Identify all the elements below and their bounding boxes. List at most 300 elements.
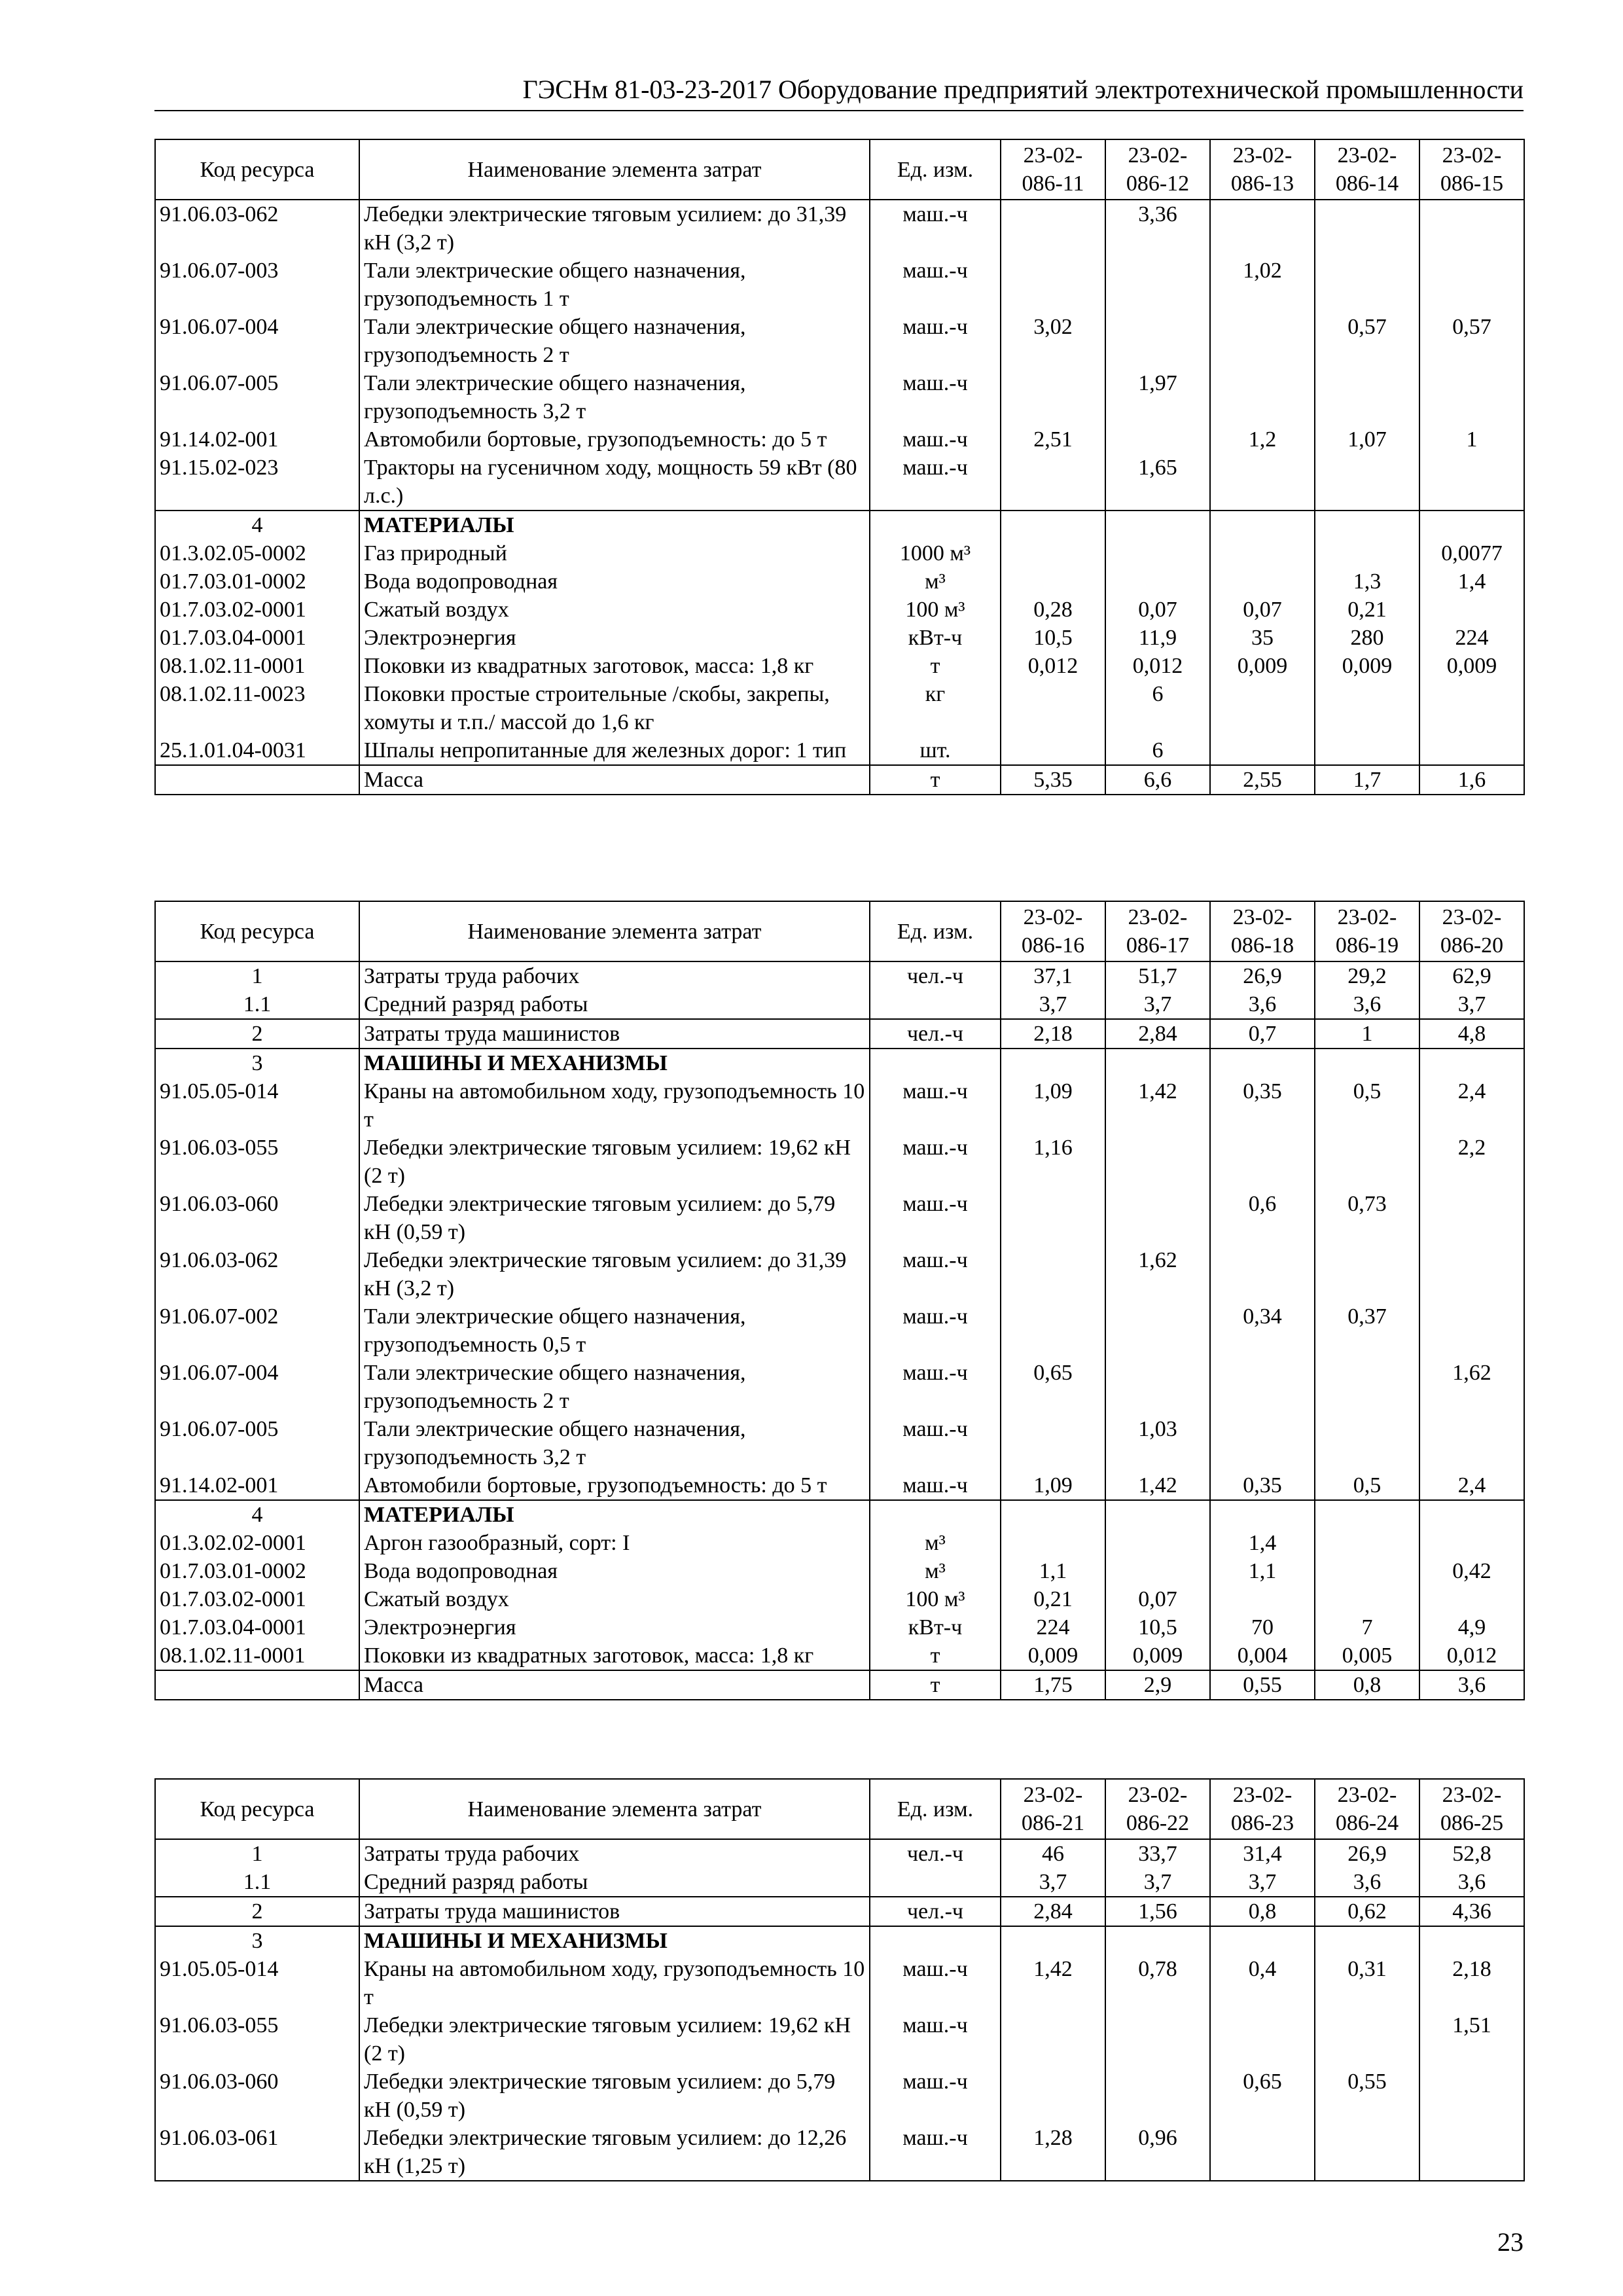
norm-value: 4,8 — [1419, 1019, 1524, 1049]
table-row — [155, 1955, 1524, 2011]
unit: маш.-ч — [870, 369, 1001, 425]
norm-value: 5,35 — [1001, 765, 1105, 795]
norm-value — [1419, 1500, 1524, 1529]
cost-element-name: Вода водопроводная — [359, 1557, 870, 1585]
norm-value — [1419, 680, 1524, 736]
norm-value: 3,7 — [1419, 990, 1524, 1019]
norm-value: 6 — [1105, 680, 1210, 736]
norm-value: 37,1 — [1001, 961, 1105, 990]
norm-value: 10,5 — [1001, 624, 1105, 652]
header-cost-element: Наименование элемента затрат — [359, 139, 870, 200]
unit — [870, 990, 1001, 1019]
norm-value: 46 — [1001, 1839, 1105, 1868]
cost-element-name: Сжатый воздух — [359, 596, 870, 624]
unit: маш.-ч — [870, 200, 1001, 257]
norm-value: 0,55 — [1315, 2068, 1419, 2124]
norm-value — [1001, 1926, 1105, 1955]
cost-element-name: Лебедки электрические тяговым усилием: 19,62 кН (2 т) — [359, 2011, 870, 2068]
unit: маш.-ч — [870, 1134, 1001, 1190]
norm-value: 0,57 — [1419, 313, 1524, 369]
norm-value: 1,42 — [1001, 1955, 1105, 2011]
norm-value — [1105, 511, 1210, 539]
norm-value — [1001, 736, 1105, 765]
norm-value — [1315, 1926, 1419, 1955]
norm-value: 3,6 — [1315, 1868, 1419, 1897]
resource-code: 1 — [155, 1839, 359, 1868]
header-norm-code: 23-02-086-13 — [1210, 139, 1315, 200]
norm-value: 2,4 — [1419, 1471, 1524, 1500]
norm-value — [1419, 454, 1524, 511]
norm-value: 4,9 — [1419, 1613, 1524, 1641]
resource-code: 91.06.07-003 — [155, 257, 359, 313]
norm-value: 3,02 — [1001, 313, 1105, 369]
resource-code: 91.06.03-055 — [155, 1134, 359, 1190]
header-norm-code: 23-02-086-17 — [1105, 901, 1210, 961]
norm-value — [1315, 257, 1419, 313]
resource-table-2 — [154, 901, 1525, 1700]
norm-value: 0,07 — [1105, 1585, 1210, 1613]
resource-code: 2 — [155, 1019, 359, 1049]
norm-value — [1315, 200, 1419, 257]
cost-element-name: Масса — [359, 765, 870, 795]
norm-value — [1419, 511, 1524, 539]
table-row — [155, 1246, 1524, 1302]
unit: 1000 м³ — [870, 539, 1001, 567]
norm-value: 0,009 — [1210, 652, 1315, 680]
norm-value: 0,07 — [1210, 596, 1315, 624]
norm-value: 0,73 — [1315, 1190, 1419, 1246]
resource-code: 4 — [155, 1500, 359, 1529]
norm-value: 1,62 — [1105, 1246, 1210, 1302]
norm-value — [1315, 369, 1419, 425]
unit: чел.-ч — [870, 1839, 1001, 1868]
table-row — [155, 1302, 1524, 1359]
header-unit: Ед. изм. — [870, 1779, 1001, 1839]
unit: маш.-ч — [870, 454, 1001, 511]
cost-element-name: Поковки из квадратных заготовок, масса: 1,8 кг — [359, 1641, 870, 1670]
resource-code: 91.06.03-061 — [155, 2124, 359, 2181]
page-header — [154, 73, 1524, 111]
norm-value — [1105, 2011, 1210, 2068]
norm-value — [1419, 369, 1524, 425]
norm-value — [1210, 2011, 1315, 2068]
table-row — [155, 1897, 1524, 1926]
resource-table-3 — [154, 1778, 1525, 2181]
norm-value: 0,65 — [1210, 2068, 1315, 2124]
cost-element-name: Лебедки электрические тяговым усилием: 19,62 кН (2 т) — [359, 1134, 870, 1190]
norm-value: 2,2 — [1419, 1134, 1524, 1190]
norm-value: 0,005 — [1315, 1641, 1419, 1670]
table-row — [155, 2124, 1524, 2181]
norm-value: 2,4 — [1419, 1077, 1524, 1134]
norm-value — [1105, 1049, 1210, 1077]
table-header-row — [155, 901, 1524, 961]
header-unit: Ед. изм. — [870, 901, 1001, 961]
norm-value — [1210, 736, 1315, 765]
resource-code: 01.7.03.04-0001 — [155, 624, 359, 652]
cost-element-name: Лебедки электрические тяговым усилием: до 5,79 кН (0,59 т) — [359, 2068, 870, 2124]
resource-code: 01.3.02.02-0001 — [155, 1529, 359, 1557]
norm-value — [1001, 539, 1105, 567]
cost-element-name: Затраты труда рабочих — [359, 1839, 870, 1868]
norm-value — [1105, 1302, 1210, 1359]
resource-code: 91.05.05-014 — [155, 1077, 359, 1134]
resource-code: 91.06.07-005 — [155, 1415, 359, 1471]
norm-value — [1210, 2124, 1315, 2181]
cost-element-name: Лебедки электрические тяговым усилием: до 31,39 кН (3,2 т) — [359, 200, 870, 257]
norm-value: 4,36 — [1419, 1897, 1524, 1926]
norm-value: 0,012 — [1001, 652, 1105, 680]
norm-value — [1001, 257, 1105, 313]
table-row — [155, 1077, 1524, 1134]
resource-code: 1.1 — [155, 1868, 359, 1897]
resource-code: 91.06.07-004 — [155, 313, 359, 369]
norm-value — [1315, 511, 1419, 539]
norm-value: 2,18 — [1419, 1955, 1524, 2011]
norm-value: 1,6 — [1419, 765, 1524, 795]
norm-value: 6 — [1105, 736, 1210, 765]
cost-element-name: Поковки простые строительные /скобы, закрепы, хомуты и т.п./ массой до 1,6 кг — [359, 680, 870, 736]
norm-value — [1210, 680, 1315, 736]
norm-value — [1315, 1246, 1419, 1302]
unit: маш.-ч — [870, 2068, 1001, 2124]
norm-value: 2,9 — [1105, 1670, 1210, 1700]
norm-value: 0,009 — [1001, 1641, 1105, 1670]
norm-value — [1210, 539, 1315, 567]
header-norm-code: 23-02-086-15 — [1419, 139, 1524, 200]
norm-value — [1315, 736, 1419, 765]
table-row — [155, 1585, 1524, 1613]
norm-value — [1105, 1359, 1210, 1415]
norm-value: 3,7 — [1001, 990, 1105, 1019]
norm-value — [1315, 1049, 1419, 1077]
norm-value: 10,5 — [1105, 1613, 1210, 1641]
section-row — [155, 1926, 1524, 1955]
norm-value — [1105, 257, 1210, 313]
unit — [870, 1500, 1001, 1529]
norm-value: 0,009 — [1419, 652, 1524, 680]
norm-value: 280 — [1315, 624, 1419, 652]
header-cost-element: Наименование элемента затрат — [359, 1779, 870, 1839]
table-row — [155, 765, 1524, 795]
norm-value: 224 — [1001, 1613, 1105, 1641]
unit: м³ — [870, 1529, 1001, 1557]
norm-value: 224 — [1419, 624, 1524, 652]
norm-value — [1001, 1246, 1105, 1302]
table-row — [155, 1670, 1524, 1700]
cost-element-name: Электроэнергия — [359, 1613, 870, 1641]
table-row — [155, 961, 1524, 990]
unit: маш.-ч — [870, 2124, 1001, 2181]
unit: маш.-ч — [870, 425, 1001, 454]
norm-value: 26,9 — [1315, 1839, 1419, 1868]
table-row — [155, 257, 1524, 313]
norm-value: 31,4 — [1210, 1839, 1315, 1868]
norm-value: 1,65 — [1105, 454, 1210, 511]
resource-code — [155, 1670, 359, 1700]
resource-code: 3 — [155, 1926, 359, 1955]
norm-value: 1,62 — [1419, 1359, 1524, 1415]
resource-code: 01.7.03.02-0001 — [155, 1585, 359, 1613]
norm-value — [1419, 1246, 1524, 1302]
norm-value: 1,09 — [1001, 1077, 1105, 1134]
norm-value — [1210, 1359, 1315, 1415]
header-norm-code: 23-02-086-11 — [1001, 139, 1105, 200]
resource-code: 08.1.02.11-0023 — [155, 680, 359, 736]
norm-value: 2,84 — [1105, 1019, 1210, 1049]
cost-element-name: Автомобили бортовые, грузоподъемность: до 5 т — [359, 1471, 870, 1500]
norm-value: 1,97 — [1105, 369, 1210, 425]
cost-element-name: Краны на автомобильном ходу, грузоподъемность 10 т — [359, 1077, 870, 1134]
cost-element-name: Тали электрические общего назначения, грузоподъемность 0,5 т — [359, 1302, 870, 1359]
norm-value — [1001, 2011, 1105, 2068]
norm-value: 52,8 — [1419, 1839, 1524, 1868]
cost-element-name: Вода водопроводная — [359, 567, 870, 596]
resource-code — [155, 765, 359, 795]
cost-element-name: Газ природный — [359, 539, 870, 567]
norm-value: 0,07 — [1105, 596, 1210, 624]
table-row — [155, 1019, 1524, 1049]
norm-value — [1419, 257, 1524, 313]
norm-value — [1315, 1500, 1419, 1529]
cost-element-name: Автомобили бортовые, грузоподъемность: до 5 т — [359, 425, 870, 454]
section-title: МАТЕРИАЛЫ — [359, 511, 870, 539]
norm-value: 3,6 — [1419, 1868, 1524, 1897]
table-row — [155, 680, 1524, 736]
header-resource-code: Код ресурса — [155, 1779, 359, 1839]
unit: маш.-ч — [870, 1190, 1001, 1246]
section-row — [155, 1500, 1524, 1529]
norm-value: 0,62 — [1315, 1897, 1419, 1926]
unit: 100 м³ — [870, 1585, 1001, 1613]
norm-value: 6,6 — [1105, 765, 1210, 795]
norm-value — [1001, 1302, 1105, 1359]
resource-code: 1 — [155, 961, 359, 990]
norm-value: 35 — [1210, 624, 1315, 652]
norm-value: 0,009 — [1105, 1641, 1210, 1670]
norm-value: 1,56 — [1105, 1897, 1210, 1926]
resource-code: 91.14.02-001 — [155, 1471, 359, 1500]
document-title: ГЭСНм 81-03-23-2017 Оборудование предприятий электротехнической промышленности — [522, 75, 1524, 104]
cost-element-name: Шпалы непропитанные для железных дорог: 1 тип — [359, 736, 870, 765]
norm-value — [1419, 1926, 1524, 1955]
norm-value: 3,7 — [1210, 1868, 1315, 1897]
table-row — [155, 200, 1524, 257]
norm-value — [1315, 454, 1419, 511]
unit: м³ — [870, 567, 1001, 596]
table-row — [155, 1868, 1524, 1897]
unit: маш.-ч — [870, 257, 1001, 313]
cost-element-name: Тали электрические общего назначения, грузоподъемность 3,2 т — [359, 1415, 870, 1471]
norm-value — [1315, 1557, 1419, 1585]
norm-value: 3,6 — [1210, 990, 1315, 1019]
norm-value: 33,7 — [1105, 1839, 1210, 1868]
norm-value: 2,18 — [1001, 1019, 1105, 1049]
unit: кВт-ч — [870, 624, 1001, 652]
resource-code: 91.06.03-062 — [155, 200, 359, 257]
norm-value: 0,6 — [1210, 1190, 1315, 1246]
unit: маш.-ч — [870, 1246, 1001, 1302]
unit: т — [870, 652, 1001, 680]
norm-value: 2,51 — [1001, 425, 1105, 454]
norm-value: 0,8 — [1210, 1897, 1315, 1926]
table-row — [155, 736, 1524, 765]
table-row — [155, 596, 1524, 624]
unit: маш.-ч — [870, 1077, 1001, 1134]
table-row — [155, 1557, 1524, 1585]
cost-element-name: Средний разряд работы — [359, 990, 870, 1019]
unit — [870, 1926, 1001, 1955]
table-row — [155, 425, 1524, 454]
norm-value: 0,21 — [1001, 1585, 1105, 1613]
norm-value — [1001, 1500, 1105, 1529]
norm-value: 0,7 — [1210, 1019, 1315, 1049]
norm-value — [1210, 1134, 1315, 1190]
table-row — [155, 369, 1524, 425]
resource-code: 91.06.07-002 — [155, 1302, 359, 1359]
norm-value — [1419, 1049, 1524, 1077]
cost-element-name: Тракторы на гусеничном ходу, мощность 59 кВт (80 л.с.) — [359, 454, 870, 511]
unit — [870, 1049, 1001, 1077]
table-row — [155, 1471, 1524, 1500]
norm-value — [1001, 1190, 1105, 1246]
norm-value: 2,55 — [1210, 765, 1315, 795]
norm-value: 1,4 — [1210, 1529, 1315, 1557]
norm-value: 0,012 — [1105, 652, 1210, 680]
resource-code: 91.06.03-062 — [155, 1246, 359, 1302]
norm-value — [1315, 539, 1419, 567]
cost-element-name: Лебедки электрические тяговым усилием: до 5,79 кН (0,59 т) — [359, 1190, 870, 1246]
table-row — [155, 567, 1524, 596]
unit: чел.-ч — [870, 1019, 1001, 1049]
header-norm-code: 23-02-086-12 — [1105, 139, 1210, 200]
resource-code: 1.1 — [155, 990, 359, 1019]
norm-value: 0,28 — [1001, 596, 1105, 624]
resource-code: 01.7.03.01-0002 — [155, 1557, 359, 1585]
norm-value — [1001, 567, 1105, 596]
norm-value — [1419, 1415, 1524, 1471]
norm-value: 0,009 — [1315, 652, 1419, 680]
norm-value — [1001, 1049, 1105, 1077]
resource-code: 01.3.02.05-0002 — [155, 539, 359, 567]
norm-value: 1,28 — [1001, 2124, 1105, 2181]
norm-value: 0,4 — [1210, 1955, 1315, 2011]
table-row — [155, 990, 1524, 1019]
norm-value: 62,9 — [1419, 961, 1524, 990]
norm-value — [1105, 1557, 1210, 1585]
resource-table-1 — [154, 139, 1525, 795]
table-row — [155, 1641, 1524, 1670]
table-row — [155, 1190, 1524, 1246]
cost-element-name: Сжатый воздух — [359, 1585, 870, 1613]
unit — [870, 1868, 1001, 1897]
cost-element-name: Тали электрические общего назначения, грузоподъемность 2 т — [359, 1359, 870, 1415]
norm-value — [1210, 1500, 1315, 1529]
unit: чел.-ч — [870, 961, 1001, 990]
unit: маш.-ч — [870, 1302, 1001, 1359]
resource-code: 01.7.03.02-0001 — [155, 596, 359, 624]
norm-value: 0,42 — [1419, 1557, 1524, 1585]
norm-value: 0,5 — [1315, 1077, 1419, 1134]
table-header-row — [155, 1779, 1524, 1839]
cost-element-name: Тали электрические общего назначения, грузоподъемность 2 т — [359, 313, 870, 369]
norm-value: 0,5 — [1315, 1471, 1419, 1500]
page-number: 23 — [1497, 2227, 1524, 2257]
section-title: МАШИНЫ И МЕХАНИЗМЫ — [359, 1049, 870, 1077]
norm-value — [1419, 736, 1524, 765]
table-row — [155, 624, 1524, 652]
norm-value — [1210, 1926, 1315, 1955]
resource-code: 01.7.03.04-0001 — [155, 1613, 359, 1641]
cost-element-name: Тали электрические общего назначения, грузоподъемность 3,2 т — [359, 369, 870, 425]
norm-value: 0,37 — [1315, 1302, 1419, 1359]
norm-value — [1419, 1585, 1524, 1613]
norm-value: 1,1 — [1210, 1557, 1315, 1585]
resource-code: 01.7.03.01-0002 — [155, 567, 359, 596]
norm-value — [1315, 2011, 1419, 2068]
norm-value: 11,9 — [1105, 624, 1210, 652]
unit: т — [870, 1641, 1001, 1670]
norm-value — [1419, 2124, 1524, 2181]
norm-value — [1001, 200, 1105, 257]
norm-value — [1315, 1359, 1419, 1415]
table-row — [155, 1415, 1524, 1471]
norm-value: 0,34 — [1210, 1302, 1315, 1359]
section-row — [155, 511, 1524, 539]
norm-value — [1001, 680, 1105, 736]
header-norm-code: 23-02-086-24 — [1315, 1779, 1419, 1839]
section-title: МАТЕРИАЛЫ — [359, 1500, 870, 1529]
table-row — [155, 652, 1524, 680]
norm-value — [1001, 1415, 1105, 1471]
norm-value: 1,75 — [1001, 1670, 1105, 1700]
norm-value: 0,55 — [1210, 1670, 1315, 1700]
header-norm-code: 23-02-086-16 — [1001, 901, 1105, 961]
norm-value: 26,9 — [1210, 961, 1315, 990]
header-norm-code: 23-02-086-25 — [1419, 1779, 1524, 1839]
norm-value: 0,96 — [1105, 2124, 1210, 2181]
cost-element-name: Аргон газообразный, сорт: I — [359, 1529, 870, 1557]
norm-value: 3,6 — [1315, 990, 1419, 1019]
cost-element-name: Средний разряд работы — [359, 1868, 870, 1897]
resource-code: 91.06.03-060 — [155, 2068, 359, 2124]
unit — [870, 511, 1001, 539]
cost-element-name: Масса — [359, 1670, 870, 1700]
norm-value — [1001, 1529, 1105, 1557]
norm-value: 0,78 — [1105, 1955, 1210, 2011]
norm-value: 0,0077 — [1419, 539, 1524, 567]
norm-value: 51,7 — [1105, 961, 1210, 990]
norm-value: 1,2 — [1210, 425, 1315, 454]
header-norm-code: 23-02-086-14 — [1315, 139, 1419, 200]
norm-value — [1210, 1246, 1315, 1302]
norm-value: 1,09 — [1001, 1471, 1105, 1500]
norm-value: 0,004 — [1210, 1641, 1315, 1670]
norm-value: 0,35 — [1210, 1077, 1315, 1134]
norm-value — [1210, 200, 1315, 257]
norm-value — [1001, 369, 1105, 425]
resource-code: 91.06.03-055 — [155, 2011, 359, 2068]
section-row — [155, 1049, 1524, 1077]
norm-value: 2,84 — [1001, 1897, 1105, 1926]
table-row — [155, 1359, 1524, 1415]
norm-value — [1315, 1529, 1419, 1557]
unit: т — [870, 765, 1001, 795]
norm-value: 3,7 — [1105, 990, 1210, 1019]
norm-value: 0,57 — [1315, 313, 1419, 369]
resource-code: 08.1.02.11-0001 — [155, 1641, 359, 1670]
norm-value — [1419, 1302, 1524, 1359]
